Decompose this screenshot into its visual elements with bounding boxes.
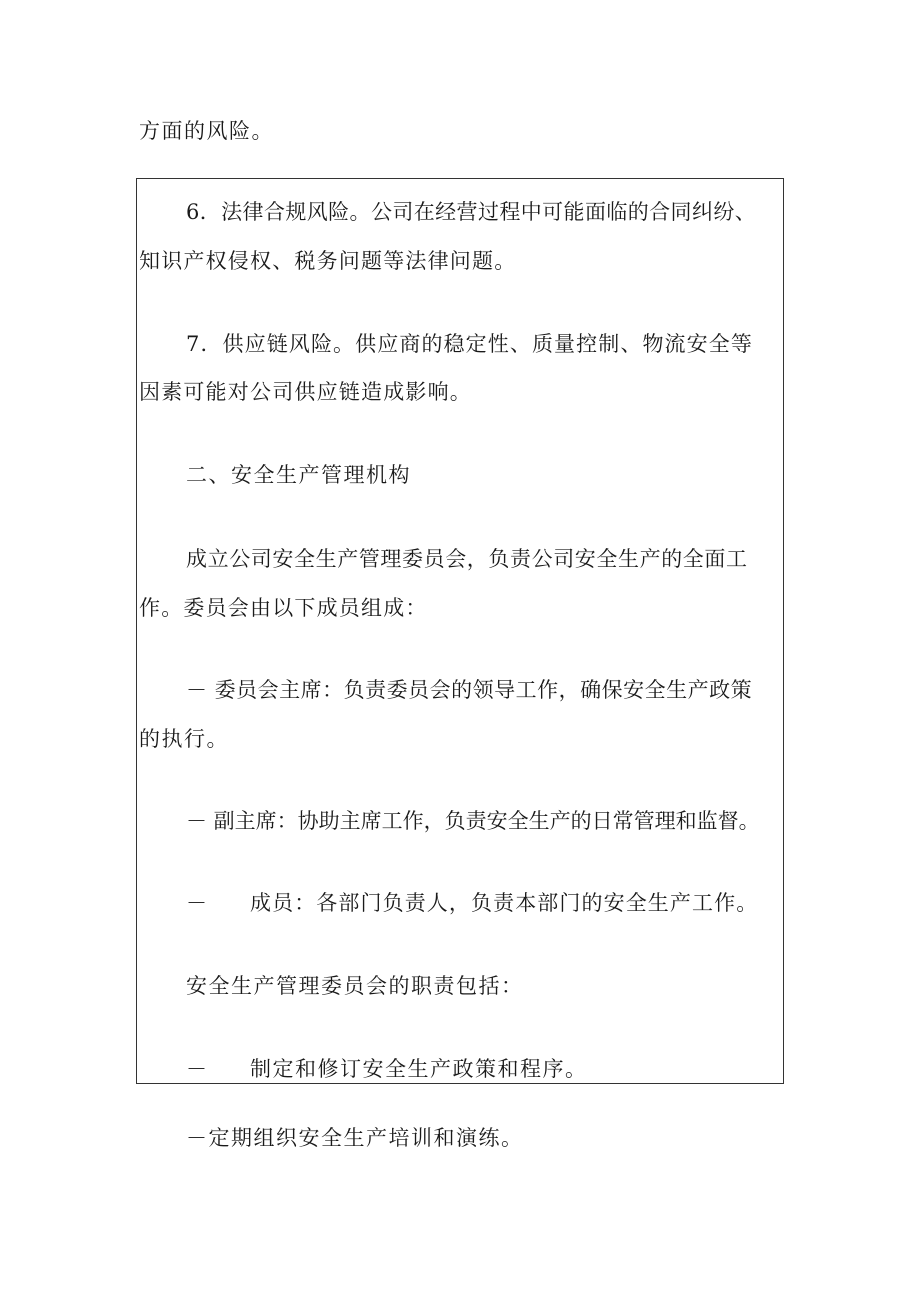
duty-2-line: －定期组织安全生产培训和演练。 xyxy=(186,1126,524,1150)
risk-7-line-1: 7．供应链风险。供应商的稳定性、质量控制、物流安全等 xyxy=(186,332,753,356)
committee-line-2: 作。委员会由以下成员组成： xyxy=(139,596,428,620)
members-line: 成员：各部门负责人，负责本部门的安全生产工作。 xyxy=(250,891,759,915)
duty-1-dash: － xyxy=(186,1057,209,1081)
duty-1-line: 制定和修订安全生产政策和程序。 xyxy=(250,1057,588,1081)
risk-7-line-2: 因素可能对公司供应链造成影响。 xyxy=(139,380,472,404)
chair-line-1: － 委员会主席：负责委员会的领导工作，确保安全生产政策 xyxy=(186,678,753,702)
duties-heading: 安全生产管理委员会的职责包括： xyxy=(186,974,524,998)
content-box xyxy=(136,178,784,1084)
section-2-heading: 二、安全生产管理机构 xyxy=(186,463,411,487)
committee-line-1: 成立公司安全生产管理委员会，负责公司安全生产的全面工 xyxy=(186,547,748,571)
intro-tail-text: 方面的风险。 xyxy=(139,119,274,143)
risk-6-line-1: 6．法律合规风险。公司在经营过程中可能面临的合同纠纷、 xyxy=(186,200,757,224)
members-dash: － xyxy=(186,891,209,915)
risk-6-line-2: 知识产权侵权、税务问题等法律问题。 xyxy=(139,249,517,273)
chair-line-2: 的执行。 xyxy=(139,727,229,751)
vice-chair-line: － 副主席：协助主席工作，负责安全生产的日常管理和监督。 xyxy=(186,809,760,833)
